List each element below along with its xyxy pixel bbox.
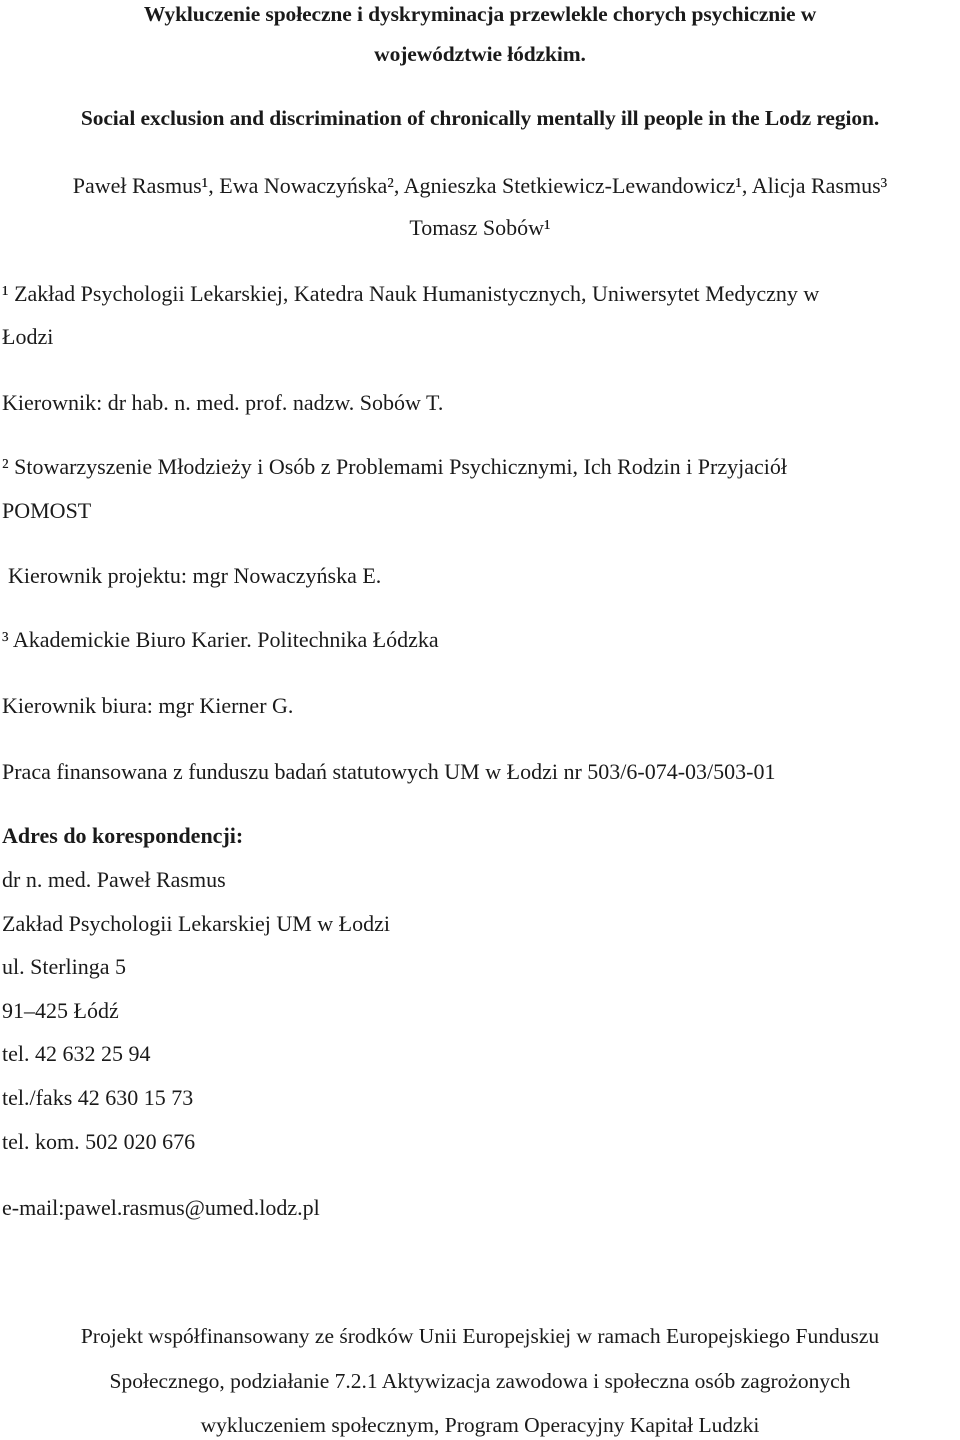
correspondence-phone: tel. 42 632 25 94 bbox=[2, 1041, 151, 1066]
correspondence-street: ul. Sterlinga 5 bbox=[2, 954, 127, 979]
correspondence-mobile: tel. kom. 502 020 676 bbox=[2, 1129, 196, 1154]
title-polish-line-1: Wykluczenie społeczne i dyskryminacja przewlekle chorych psychicznie w bbox=[143, 2, 817, 26]
correspondence-heading: Adres do korespondencji: bbox=[2, 823, 244, 848]
title-polish-line-2: województwie łódzkim. bbox=[374, 42, 586, 66]
funding-note: Praca finansowana z funduszu badań statutowych UM w Łodzi nr 503/6-074-03/503-01 bbox=[2, 759, 776, 784]
title-english: Social exclusion and discrimination of chronically mentally ill people in the Lodz region. bbox=[80, 106, 880, 130]
affiliation-1-line-1: ¹ Zakład Psychologii Lekarskiej, Katedra Nauk Humanistycznych, Uniwersytet Medyczny w bbox=[2, 281, 820, 306]
correspondence-city: 91–425 Łódź bbox=[2, 998, 119, 1023]
affiliation-3-head: Kierownik biura: mgr Kierner G. bbox=[2, 693, 294, 718]
affiliation-2-line-2: POMOST bbox=[2, 498, 92, 523]
correspondence-email: e-mail:pawel.rasmus@umed.lodz.pl bbox=[2, 1195, 320, 1220]
authors-line-2: Tomasz Sobów¹ bbox=[409, 215, 551, 240]
affiliation-1-head: Kierownik: dr hab. n. med. prof. nadzw. Sobów T. bbox=[2, 390, 444, 415]
affiliation-3-line-1: ³ Akademickie Biuro Karier. Politechnika Łódzka bbox=[2, 627, 439, 652]
correspondence-name: dr n. med. Paweł Rasmus bbox=[2, 867, 226, 892]
funding-footer-line-3: wykluczeniem społecznym, Program Operacyjny Kapitał Ludzki bbox=[200, 1413, 760, 1437]
affiliation-2-line-1: ² Stowarzyszenie Młodzieży i Osób z Problemami Psychicznymi, Ich Rodzin i Przyjaciół bbox=[2, 454, 787, 479]
funding-footer-line-1: Projekt współfinansowany ze środków Unii Europejskiej w ramach Europejskiego Funduszu bbox=[80, 1324, 880, 1348]
correspondence-department: Zakład Psychologii Lekarskiej UM w Łodzi bbox=[2, 911, 390, 936]
affiliation-1-line-2: Łodzi bbox=[2, 324, 54, 349]
funding-footer-line-2: Społecznego, podziałanie 7.2.1 Aktywizacja zawodowa i społeczna osób zagrożonych bbox=[109, 1369, 851, 1393]
correspondence-fax: tel./faks 42 630 15 73 bbox=[2, 1085, 194, 1110]
authors-line-1: Paweł Rasmus¹, Ewa Nowaczyńska², Agnieszka Stetkiewicz-Lewandowicz¹, Alicja Rasmus³ bbox=[72, 173, 888, 198]
affiliation-2-head: Kierownik projektu: mgr Nowaczyńska E. bbox=[8, 563, 382, 588]
